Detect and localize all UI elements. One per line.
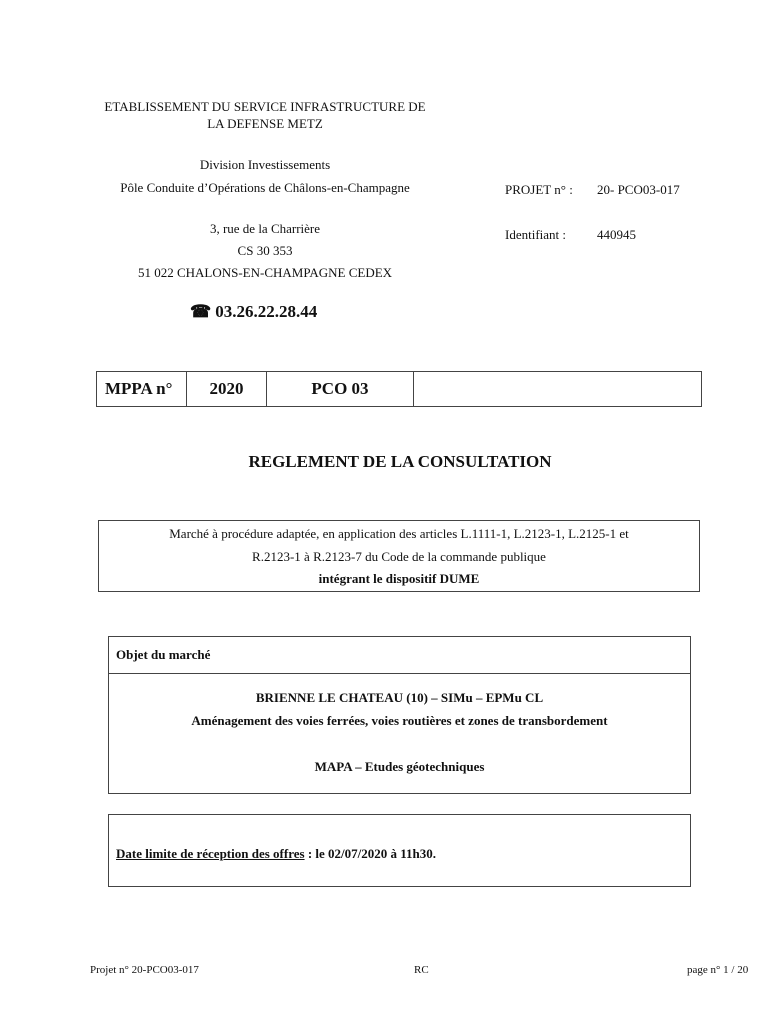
procedure-line2: R.2123-1 à R.2123-7 du Code de la commande publique <box>252 549 546 564</box>
footer-doc-type: RC <box>414 964 429 976</box>
objet-line3: MAPA – Etudes géotechniques <box>314 759 485 774</box>
objet-line1: BRIENNE LE CHATEAU (10) – SIMu – EPMu CL <box>255 690 544 705</box>
projet-label: PROJET n° : <box>505 182 573 197</box>
identifiant-label: Identifiant : <box>505 227 567 242</box>
org-name-line1: ETABLISSEMENT DU SERVICE INFRASTRUCTURE DE <box>104 99 426 114</box>
document-title: REGLEMENT DE LA CONSULTATION <box>248 452 552 471</box>
procedure-box <box>98 520 700 592</box>
mppa-extra <box>414 372 702 407</box>
phone-value: 03.26.22.28.44 <box>215 302 318 321</box>
pole-name: Pôle Conduite d’Opérations de Châlons-en-Champagne <box>120 180 410 195</box>
footer-project: Projet n° 20-PCO03-017 <box>90 964 199 976</box>
address-cs: CS 30 353 <box>237 243 293 258</box>
phone-number <box>190 302 317 322</box>
deadline-value: : le 02/07/2020 à 11h30. <box>304 846 437 861</box>
footer-page-number: page n° 1 / 20 <box>687 964 749 976</box>
objet-line2: Aménagement des voies ferrées, voies routières et zones de transbordement <box>191 713 608 728</box>
mppa-label: MPPA n° <box>97 372 187 407</box>
deadline-text <box>116 846 436 862</box>
identifiant-value: 440945 <box>597 227 636 242</box>
procedure-line3: intégrant le dispositif DUME <box>318 571 480 586</box>
objet-label: Objet du marché <box>116 647 211 662</box>
division-name: Division Investissements <box>199 157 331 172</box>
deadline-label: Date limite de réception des offres <box>116 846 305 861</box>
org-name-line2: LA DEFENSE METZ <box>207 116 323 131</box>
procedure-line1: Marché à procédure adaptée, en application des articles L.1111-1, L.2123-1, L.2125-1 et <box>169 526 629 541</box>
mppa-year: 2020 <box>187 372 267 407</box>
mppa-code: PCO 03 <box>267 372 414 407</box>
mppa-table <box>96 371 702 407</box>
address-city: 51 022 CHALONS-EN-CHAMPAGNE CEDEX <box>137 265 393 280</box>
objet-divider <box>109 673 690 674</box>
objet-box <box>108 636 691 794</box>
projet-value: 20- PCO03-017 <box>597 182 680 197</box>
telephone-icon: ☎ <box>190 302 212 321</box>
address-street: 3, rue de la Charrière <box>209 221 321 236</box>
deadline-box <box>108 814 691 887</box>
